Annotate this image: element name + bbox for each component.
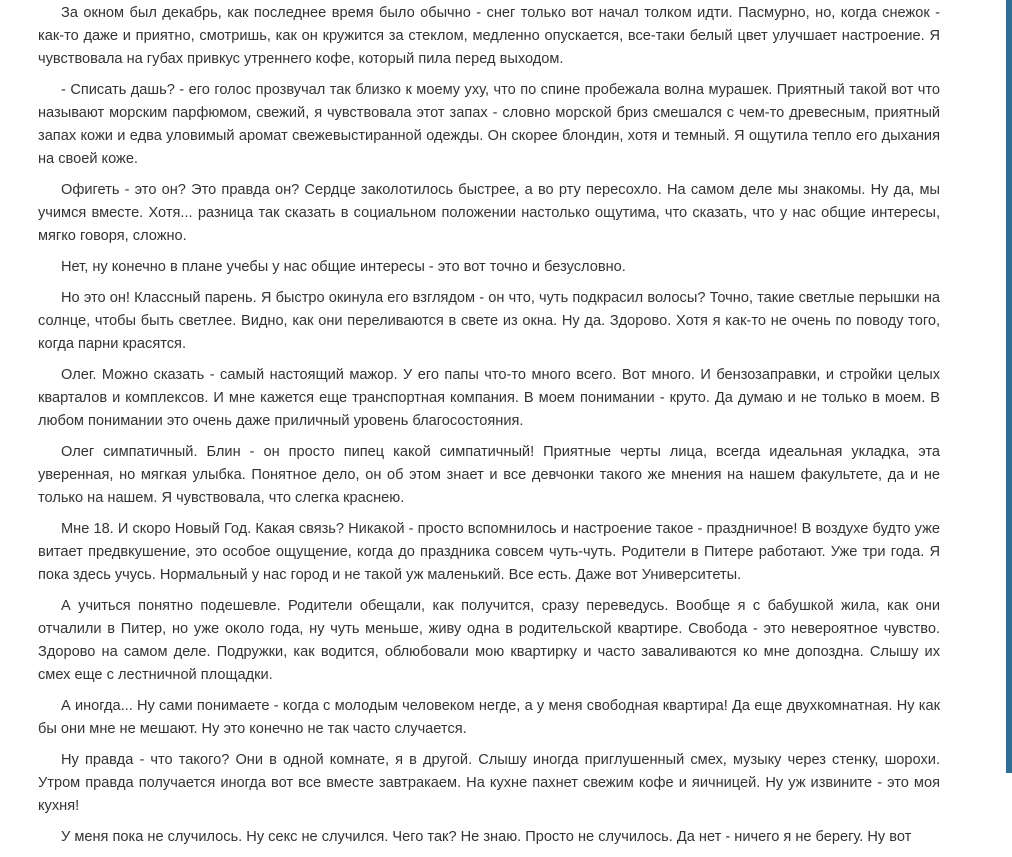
paragraph-1: За окном был декабрь, как последнее время было обычно - снег только вот начал толком идти. Пасмурно, но, когда снежок - как-то даже и приятно, смотришь, как он кружится за стеклом, медленно опускается, все-таки белый цвет улучшает настроение. Я чувствовала на губах привкус утреннего кофе, который пила перед выходом.	[38, 5, 940, 67]
paragraph-5: Но это он! Классный парень. Я быстро окинула его взглядом - он что, чуть подкрасил волосы? Точно, такие светлые перышки на солнце, чтобы быть светлее. Видно, как они переливаются в свете из окна. Ну да. Здорово. Хотя я как-то не очень по поводу того, когда парни красятся.	[38, 290, 940, 352]
paragraph-12: У меня пока не случилось. Ну секс не случился. Чего так? Не знаю. Просто не случилось. Да нет - ничего я не берегу. Ну вот	[61, 829, 912, 845]
paragraph-4: Нет, ну конечно в плане учебы у нас общие интересы - это вот точно и безусловно.	[61, 259, 626, 275]
right-edge-bar	[1006, 0, 1012, 773]
paragraph-11: Ну правда - что такого? Они в одной комнате, я в другой. Слышу иногда приглушенный смех, музыку через стенку, шорохи. Утром правда получается иногда вот все вместе завтракаем. На кухне пахнет свежим кофе и яичницей. Ну уж извините - это моя кухня!	[38, 752, 940, 814]
paragraph-2: - Списать дашь? - его голос прозвучал так близко к моему уху, что по спине пробежала волна мурашек. Приятный такой вот что называют морским парфюмом, свежий, я чувствовала этот запах - словно морской бриз смешался с чем-то древесным, приятный запах кожи и едва уловимый аромат свежевыстиранной одежды. Он скорее блондин, хотя и темный. Я ощутила тепло его дыхания на своей коже.	[38, 82, 940, 167]
paragraph-10: А иногда... Ну сами понимаете - когда с молодым человеком негде, а у меня свободная квартира! Да еще двухкомнатная. Ну как бы они мне не мешают. Ну это конечно не так часто случается.	[38, 698, 940, 737]
paragraph-6: Олег. Можно сказать - самый настоящий мажор. У его папы что-то много всего. Вот много. И бензозаправки, и стройки целых кварталов и комплексов. И мне кажется еще транспортная компания. В моем понимании - круто. Да думаю и не только в моем. В любом понимании это очень даже приличный уровень благосостояния.	[38, 367, 940, 429]
paragraph-9: А учиться понятно подешевле. Родители обещали, как получится, сразу переведусь. Вообще я с бабушкой жила, как они отчалили в Питер, но уже около года, ну чуть меньше, живу одна в родительской квартире. Свобода - это невероятное чувство. Здорово на самом деле. Подружки, как водится, облюбовали мою квартирку и часто заваливаются ко мне допоздна. Слышу их смех еще с лестничной площадки.	[38, 598, 940, 683]
paragraph-3: Офигеть - это он? Это правда он? Сердце заколотилось быстрее, а во рту пересохло. На самом деле мы знакомы. Ну да, мы учимся вместе. Хотя... разница так сказать в социальном положении настолько ощутима, что сказать, что у нас общие интересы, мягко говоря, сложно.	[38, 182, 940, 244]
story-text	[38, 2, 940, 857]
paragraph-7: Олег симпатичный. Блин - он просто пипец какой симпатичный! Приятные черты лица, всегда идеальная укладка, эта уверенная, но мягкая улыбка. Понятное дело, он об этом знает и все девчонки такого же мнения на нашем факультете, да и не только на нашем. Я чувствовала, что слегка краснею.	[38, 444, 940, 506]
paragraph-8: Мне 18. И скоро Новый Год. Какая связь? Никакой - просто вспомнилось и настроение такое - праздничное! В воздухе будто уже витает предвкушение, это особое ощущение, когда до праздника совсем чуть-чуть. Родители в Питере работают. Уже три года. Я пока здесь учусь. Нормальный у нас город и не такой уж маленький. Все есть. Даже вот Университеты.	[38, 521, 940, 583]
